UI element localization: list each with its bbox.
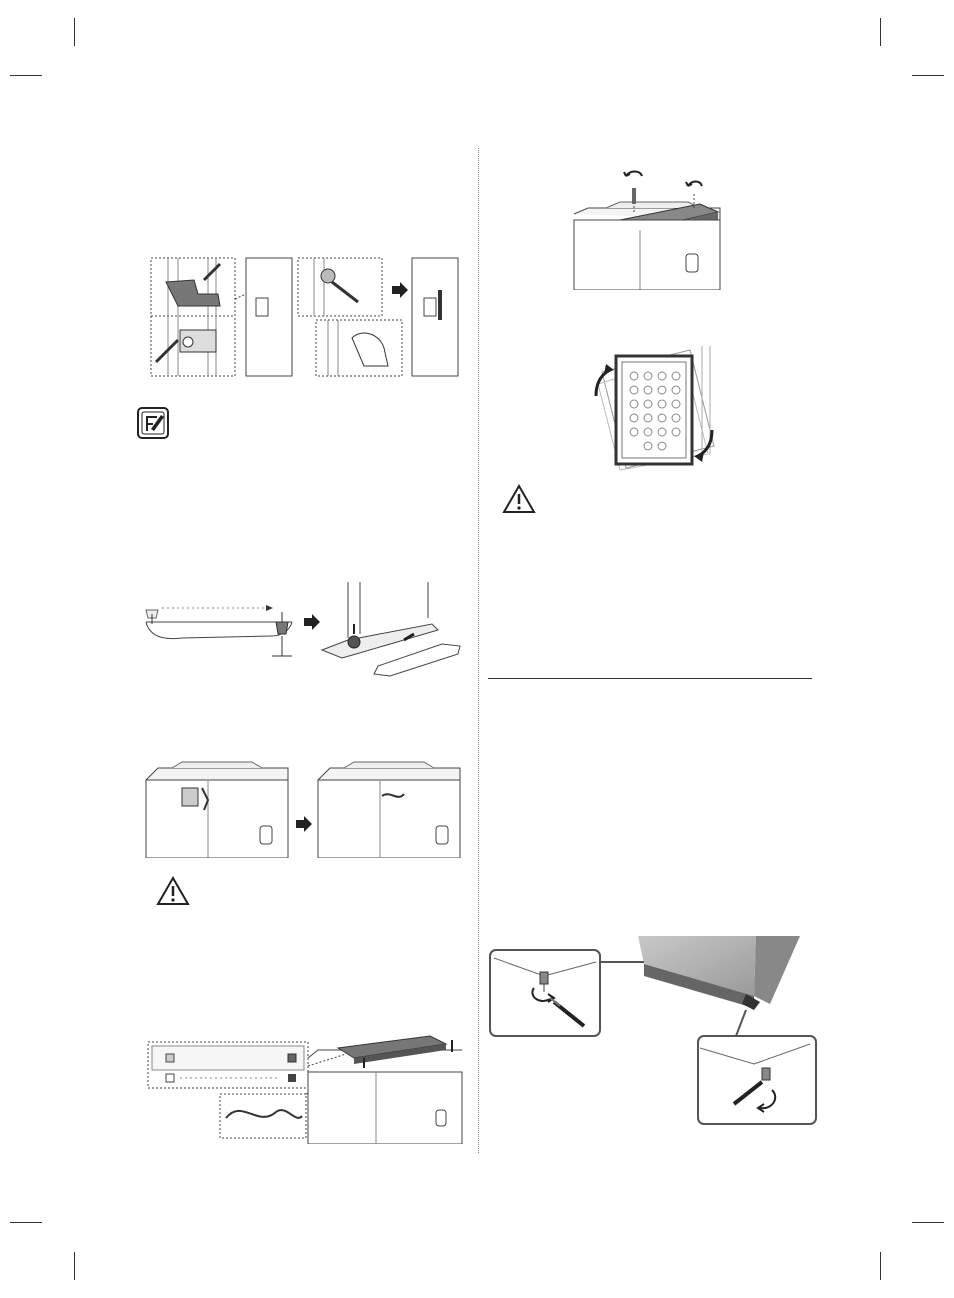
illustration-hinge-cover [570,170,724,290]
crop-mark [912,1222,944,1223]
caution-triangle-icon [502,484,536,514]
illustration-leveling-feet [484,932,824,1128]
section-rule [488,678,812,679]
crop-mark [912,75,944,76]
column-divider [478,148,479,1153]
crop-mark [74,18,75,46]
crop-mark [10,1222,42,1223]
illustration-lower-hinge [142,578,464,678]
illustration-top-cover [146,1028,464,1144]
crop-mark [10,75,42,76]
caution-triangle-icon [156,876,190,906]
illustration-handle-swap [148,254,464,380]
crop-mark [74,1252,75,1280]
crop-mark [880,18,881,46]
crop-mark [880,1252,881,1280]
illustration-top-hinge [142,760,464,858]
note-pencil-icon [137,407,169,439]
illustration-door-gasket [588,344,720,474]
